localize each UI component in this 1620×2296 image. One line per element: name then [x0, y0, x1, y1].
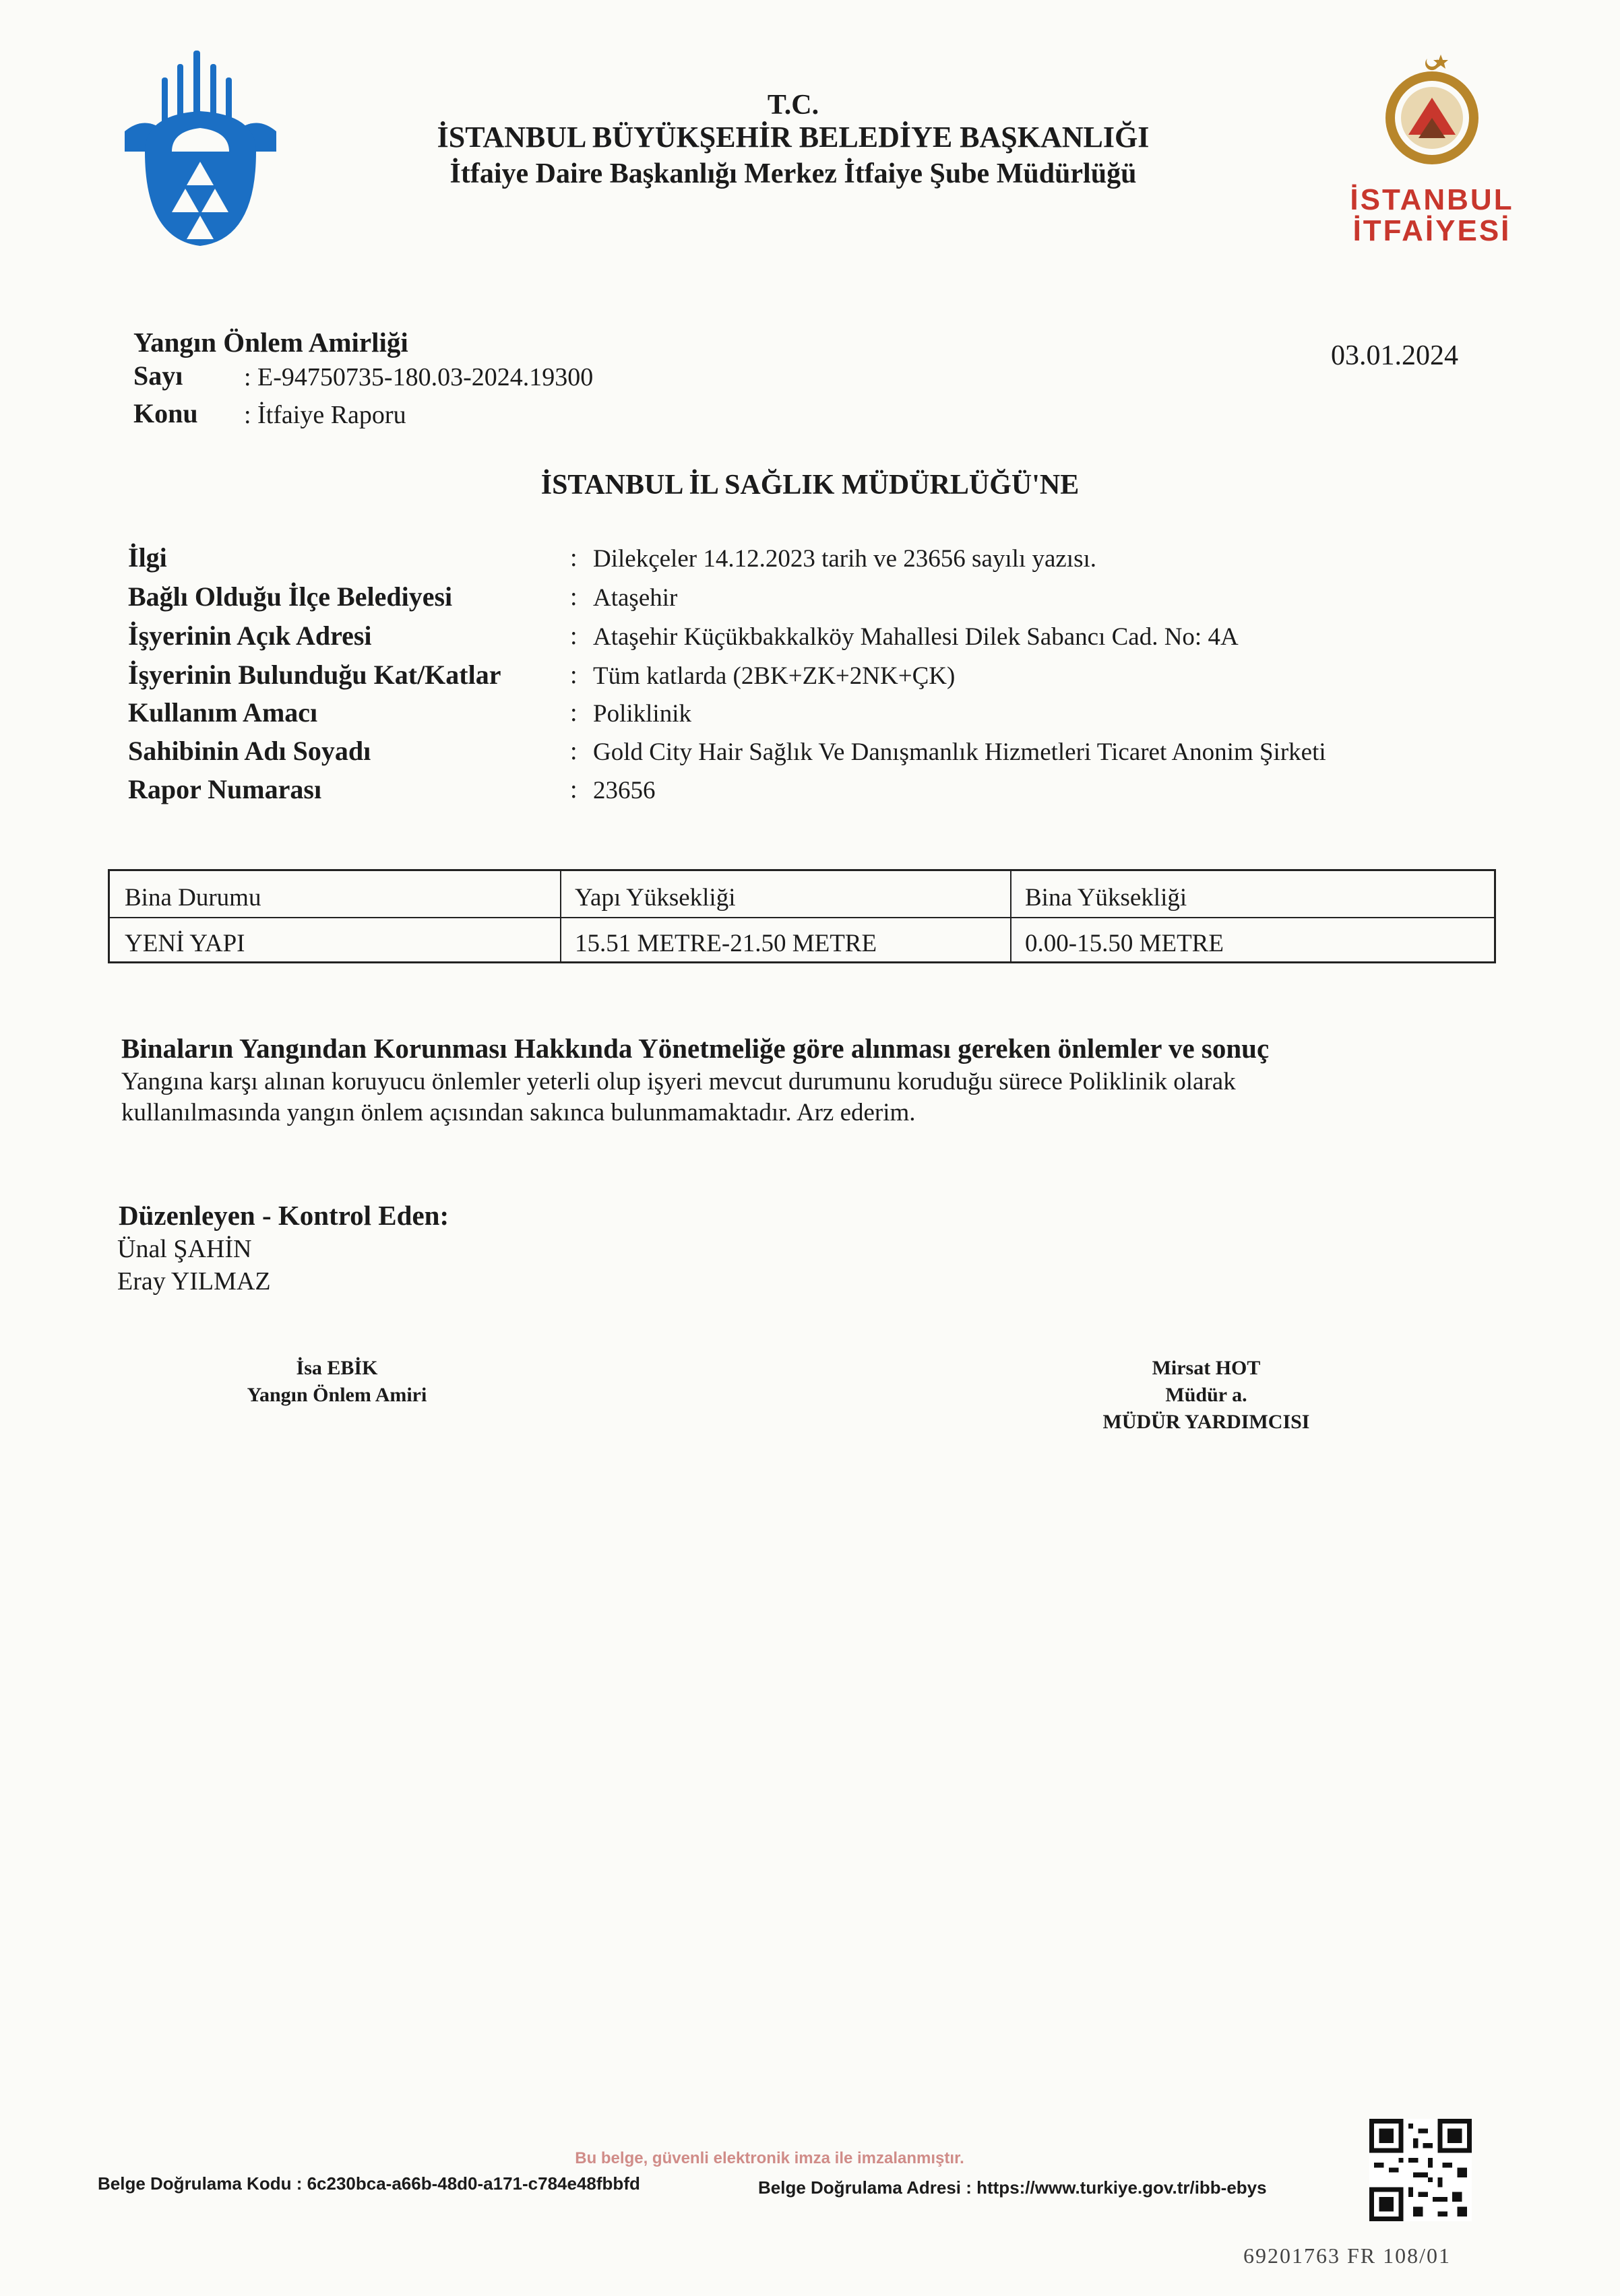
info-label: Kullanım Amacı — [128, 697, 318, 728]
verification-address: Belge Doğrulama Adresi : https://www.turkiye.gov.tr/ibb-ebys — [758, 2177, 1267, 2198]
itfaiye-logo-text-bottom: İTFAİYESİ — [1352, 214, 1512, 247]
building-info-table — [108, 869, 1496, 963]
signer-title: Yangın Önlem Amiri — [247, 1384, 427, 1406]
prepared-by-title: Düzenleyen - Kontrol Eden: — [119, 1200, 449, 1231]
table-cell: YENİ YAPI — [125, 930, 245, 957]
signer-subtitle: Müdür a. — [1165, 1384, 1247, 1406]
verification-code: Belge Doğrulama Kodu : 6c230bca-a66b-48d0-a171-c784e48fbbfd — [98, 2173, 640, 2194]
header-tc: T.C. — [767, 90, 819, 121]
info-value: Ataşehir — [593, 584, 678, 612]
info-separator: : — [570, 737, 578, 765]
info-separator: : — [570, 775, 578, 804]
info-value: 23656 — [593, 777, 656, 804]
info-label: Sahibinin Adı Soyadı — [128, 736, 371, 766]
info-separator: : — [570, 544, 578, 572]
info-separator: : — [570, 583, 578, 611]
body-text-line: kullanılmasında yangın önlem açısından sakınca bulunmamaktadır. Arz ederim. — [121, 1099, 916, 1126]
konu-value: : İtfaiye Raporu — [244, 401, 406, 429]
info-value: Tüm katlarda (2BK+ZK+2NK+ÇK) — [593, 662, 956, 690]
sayi-value: : E-94750735-180.03-2024.19300 — [244, 363, 594, 391]
info-value: Ataşehir Küçükbakkalköy Mahallesi Dilek Sabancı Cad. No: 4A — [593, 623, 1239, 651]
info-label: Rapor Numarası — [128, 774, 322, 804]
info-value: Dilekçeler 14.12.2023 tarih ve 23656 sayılı yazısı. — [593, 545, 1097, 573]
header-institution: İSTANBUL BÜYÜKŞEHİR BELEDİYE BAŞKANLIĞI — [437, 121, 1150, 154]
info-label: İşyerinin Açık Adresi — [128, 620, 372, 651]
recipient-heading: İSTANBUL İL SAĞLIK MÜDÜRLÜĞÜ'NE — [540, 470, 1080, 501]
body-text-line: Yangına karşı alınan koruyucu önlemler yeterli olup işyeri mevcut durumunu koruduğu sürece Poliklinik olarak — [121, 1068, 1236, 1095]
document-date: 03.01.2024 — [1331, 340, 1458, 371]
signer-name: Mirsat HOT — [1152, 1357, 1261, 1379]
info-label: Bağlı Olduğu İlçe Belediyesi — [128, 581, 453, 612]
table-header-cell: Bina Yüksekliği — [1025, 884, 1187, 912]
header-department: İtfaiye Daire Başkanlığı Merkez İtfaiye Şube Müdürlüğü — [449, 158, 1137, 189]
info-separator: : — [570, 622, 578, 650]
signer-title: MÜDÜR YARDIMCISI — [1102, 1411, 1310, 1433]
esignature-note: Bu belge, güvenli elektronik imza ile imzalanmıştır. — [575, 2149, 964, 2167]
signature-block-right — [1071, 1357, 1341, 1438]
qr-code-icon — [1369, 2119, 1472, 2221]
table-header-cell: Yapı Yüksekliği — [575, 884, 736, 912]
itfaiye-logo-text-top: İSTANBUL — [1350, 183, 1514, 216]
prepared-by-name: Eray YILMAZ — [117, 1267, 271, 1296]
info-separator: : — [570, 699, 578, 727]
prepared-by-name: Ünal ŞAHİN — [117, 1235, 252, 1263]
info-label: İlgi — [128, 542, 167, 573]
konu-label: Konu — [133, 398, 198, 428]
table-cell: 0.00-15.50 METRE — [1025, 930, 1224, 957]
signer-name: İsa EBİK — [296, 1357, 378, 1379]
signature-block-left — [202, 1357, 472, 1411]
info-value: Poliklinik — [593, 700, 691, 728]
sayi-label: Sayı — [133, 360, 183, 391]
section-title: Binaların Yangından Korunması Hakkında Yönetmeliğe göre alınması gereken önlemler ve sonuç — [121, 1033, 1270, 1064]
document-number: 69201763 FR 108/01 — [1243, 2243, 1452, 2268]
info-separator: : — [570, 661, 578, 689]
table-header-cell: Bina Durumu — [125, 884, 261, 912]
table-cell: 15.51 METRE-21.50 METRE — [575, 930, 877, 957]
info-label: İşyerinin Bulunduğu Kat/Katlar — [128, 660, 501, 690]
department-name: Yangın Önlem Amirliği — [133, 327, 408, 358]
info-value: Gold City Hair Sağlık Ve Danışmanlık Hizmetleri Ticaret Anonim Şirketi — [593, 738, 1326, 766]
